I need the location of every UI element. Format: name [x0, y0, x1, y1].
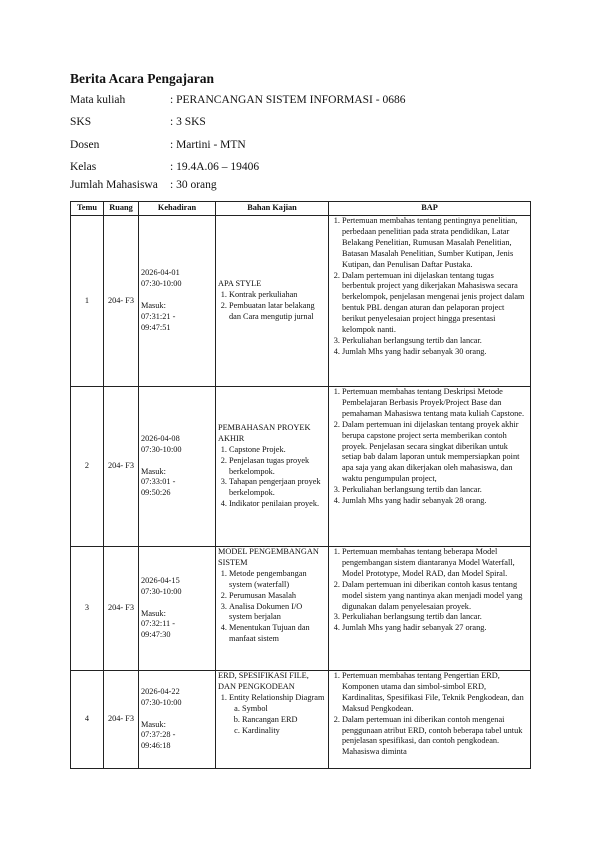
cell-ruang: 204- F3: [104, 216, 139, 387]
header-bap: BAP: [329, 202, 531, 216]
info-label: SKS: [70, 116, 92, 128]
list-item-text: Entity Relationship Diagram: [229, 692, 325, 702]
bap-list: [331, 671, 528, 758]
list-item: 4. Jumlah Mhs yang hadir sebanyak 27 orang.: [342, 623, 528, 634]
session-date: 2026-04-22: [141, 686, 180, 696]
cell-kehadiran: [139, 671, 216, 769]
table-row: [71, 387, 531, 547]
list-item: 2. Perumusan Masalah: [229, 591, 326, 602]
session-date: 2026-04-15: [141, 575, 180, 585]
list-item: 1. Pertemuan membahas tentang Pengertian ERD, Komponen utama dan simbol-simbol ERD, Kardinalitas, Spesifikasi File, Teknik Pengkodean, dan Maksud Pengkodean.: [342, 671, 528, 715]
info-label: Dosen: [70, 139, 100, 151]
list-item: 4. Menentukan Tujuan dan manfaat sistem: [229, 623, 326, 645]
masuk-label: Masuk:: [141, 301, 166, 311]
header-temu: Temu: [71, 202, 104, 216]
topic-list: [218, 290, 326, 323]
list-item: 2. Pembuatan latar belakang dan Cara mengutip jurnal: [229, 301, 326, 323]
list-item: 2. Penjelasan tugas proyek berkelompok.: [229, 456, 326, 478]
keluar-time: 09:46:18: [141, 741, 171, 751]
keluar-time: 09:47:51: [141, 322, 171, 332]
list-item: 2. Dalam pertemuan ini dijelaskan tentang proyek akhir berupa capstone project serta memberikan contoh proyek. Penjelasan secara singkat diberikan untuk setiap bab dalam laporan untuk mempersiapkan point apa saja yang akan dikerjakan oleh mahasiswa, dan waktu pengumpulan project,: [342, 420, 528, 485]
list-item: 1. Kontrak perkuliahan: [229, 290, 326, 301]
session-time: 07:30-10:00: [141, 586, 182, 596]
list-item: 1. Pertemuan membahas tentang Deskripsi Metode Pembelajaran Berbasis Proyek/Project Base dan pemahaman Mahasiswa tentang mata kuliah Capstone.: [342, 387, 528, 420]
table-row: [71, 547, 531, 671]
cell-bahan-kajian: [216, 547, 329, 671]
attendance-table: [70, 201, 531, 769]
bap-list: [331, 216, 528, 358]
list-item: 2. Dalam pertemuan ini diberikan contoh kasus tentang model sistem yang nantinya akan menjadi model yang digunakan dalam penyelesaian proyek.: [342, 580, 528, 613]
cell-bahan-kajian: [216, 387, 329, 547]
list-item: 4. Indikator penilaian proyek.: [229, 499, 326, 510]
cell-temu: 3: [71, 547, 104, 671]
session-time: 07:30-10:00: [141, 697, 182, 707]
info-label: Kelas: [70, 161, 97, 173]
topic-title: PEMBAHASAN PROYEK AKHIR: [218, 422, 311, 443]
cell-bahan-kajian: [216, 671, 329, 769]
info-label: Mata kuliah: [70, 94, 126, 106]
cell-ruang: 204- F3: [104, 387, 139, 547]
cell-ruang: 204- F3: [104, 547, 139, 671]
session-time: 07:30-10:00: [141, 279, 182, 289]
cell-bap: [329, 216, 531, 387]
list-item: 1. Capstone Projek.: [229, 445, 326, 456]
info-value: : 19.4A.06 – 19406: [170, 161, 260, 173]
bap-list: [331, 547, 528, 634]
info-label: Jumlah Mahasiswa: [70, 179, 158, 191]
info-value: : 30 orang: [170, 179, 217, 191]
cell-temu: 1: [71, 216, 104, 387]
bap-list: [331, 387, 528, 507]
document-title: Berita Acara Pengajaran: [70, 71, 214, 86]
info-value: : 3 SKS: [170, 116, 206, 128]
topic-list: [218, 693, 326, 737]
sub-list-item: b. Rancangan ERD: [242, 715, 326, 726]
cell-kehadiran: [139, 216, 216, 387]
info-value: : PERANCANGAN SISTEM INFORMASI - 0686: [170, 94, 406, 106]
cell-bap: [329, 671, 531, 769]
masuk-time: 07:31:21 -: [141, 311, 176, 321]
masuk-label: Masuk:: [141, 466, 166, 476]
list-item: 1. Pertemuan membahas tentang beberapa Model pengembangan sistem diantaranya Model Waterfall, Model Prototype, Model RAD, dan Model Spiral.: [342, 547, 528, 580]
list-item: 3. Analisa Dokumen I/O system berjalan: [229, 602, 326, 624]
topic-list: [218, 569, 326, 645]
topic-title: MODEL PENGEMBANGAN SISTEM: [218, 547, 319, 567]
sub-list-item: c. Kardinality: [242, 726, 326, 737]
info-value: : Martini - MTN: [170, 139, 246, 151]
topic-title: APA STYLE: [218, 279, 262, 289]
masuk-time: 07:33:01 -: [141, 477, 176, 487]
table-header-row: [71, 202, 531, 216]
sub-list-item: a. Symbol: [242, 704, 326, 715]
list-item: 3. Perkuliahan berlangsung tertib dan lancar.: [342, 612, 528, 623]
list-item: [229, 693, 326, 737]
cell-temu: 4: [71, 671, 104, 769]
list-item: 3. Perkuliahan berlangsung tertib dan lancar.: [342, 336, 528, 347]
session-date: 2026-04-08: [141, 433, 180, 443]
masuk-label: Masuk:: [141, 608, 166, 618]
session-time: 07:30-10:00: [141, 444, 182, 454]
session-date: 2026-04-01: [141, 268, 180, 278]
table-row: [71, 216, 531, 387]
cell-bahan-kajian: [216, 216, 329, 387]
header-kehadiran: Kehadiran: [139, 202, 216, 216]
header-ruang: Ruang: [104, 202, 139, 216]
list-item: 2. Dalam pertemuan ini dijelaskan tentang tugas berbentuk project yang dikerjakan Mahasiswa secara berkelompok, penjelasan mengenai jenis project dalam bentuk PBL dengan aturan dan pelaporan project berikut penyelesaian project hingga presentasi kelompok nanti.: [342, 271, 528, 336]
cell-temu: 2: [71, 387, 104, 547]
cell-kehadiran: [139, 387, 216, 547]
cell-kehadiran: [139, 547, 216, 671]
list-item: 3. Tahapan pengerjaan proyek berkelompok.: [229, 477, 326, 499]
sub-list: [229, 704, 326, 737]
list-item: 1. Pertemuan membahas tentang pentingnya penelitian, perbedaan penelitian pada strata pendidikan, Latar Belakang Penelitian, Rumusan Masalah Penelitian, Batasan Masalah Penelitian, Sumber Kutipan, Jenis Kutipan, dan Penulisan Daftar Pustaka.: [342, 216, 528, 271]
list-item: 1. Metode pengembangan system (waterfall): [229, 569, 326, 591]
keluar-time: 09:50:26: [141, 488, 171, 498]
topic-list: [218, 445, 326, 510]
masuk-time: 07:37:28 -: [141, 730, 176, 740]
list-item: 4. Jumlah Mhs yang hadir sebanyak 30 orang.: [342, 347, 528, 358]
table-row: [71, 671, 531, 769]
list-item: 4. Jumlah Mhs yang hadir sebanyak 28 orang.: [342, 496, 528, 507]
masuk-time: 07:32:11 -: [141, 619, 176, 629]
list-item: 2. Dalam pertemuan ini diberikan contoh mengenai penggunaan atribut ERD, contoh beberapa tabel untuk penjelasan spesifikasi, dan contoh pengkodean. Mahasiswa diminta: [342, 715, 528, 759]
keluar-time: 09:47:30: [141, 630, 171, 640]
cell-ruang: 204- F3: [104, 671, 139, 769]
masuk-label: Masuk:: [141, 719, 166, 729]
topic-title: ERD, SPESIFIKASI FILE, DAN PENGKODEAN: [218, 671, 309, 691]
list-item: 3. Perkuliahan berlangsung tertib dan lancar.: [342, 485, 528, 496]
cell-bap: [329, 547, 531, 671]
cell-bap: [329, 387, 531, 547]
header-bahan-kajian: Bahan Kajian: [216, 202, 329, 216]
